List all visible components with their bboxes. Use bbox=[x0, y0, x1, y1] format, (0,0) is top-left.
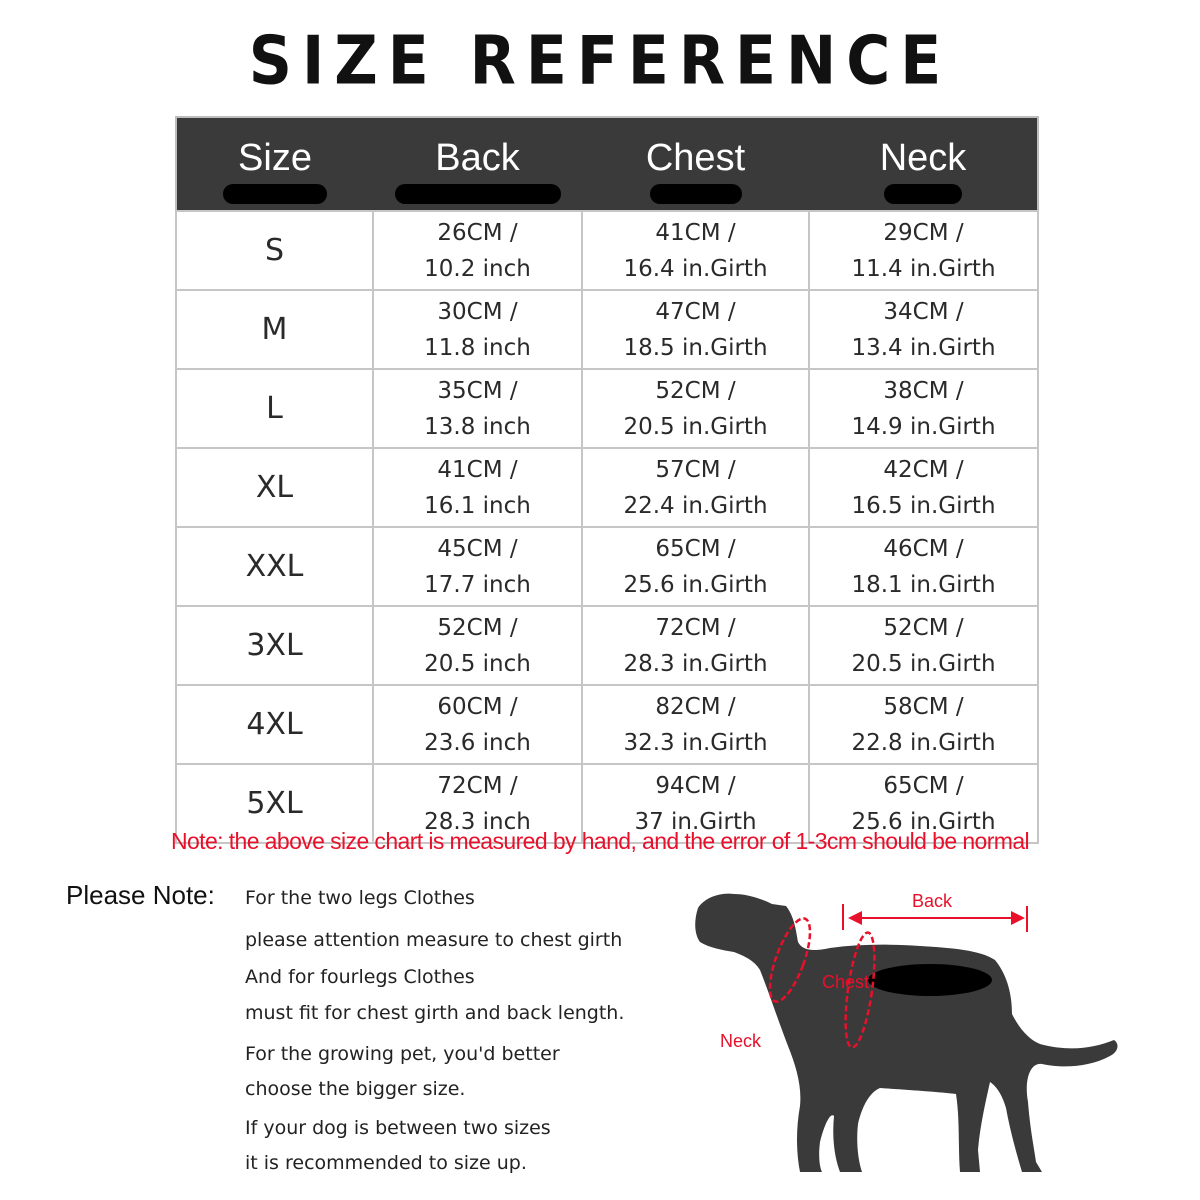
neck-value-line: 42CM / bbox=[883, 456, 964, 483]
size-cell: 3XL bbox=[176, 606, 373, 685]
back-cell bbox=[373, 448, 582, 527]
back-value-line: 13.8 inch bbox=[424, 413, 531, 440]
neck-label: Neck bbox=[720, 1031, 762, 1051]
note-line: please attention measure to chest girth bbox=[245, 929, 623, 951]
header-neck: Neck bbox=[809, 117, 1038, 211]
redaction-mark bbox=[868, 964, 992, 996]
chest-value-line: 18.5 in.Girth bbox=[623, 334, 768, 361]
neck-value-line: 34CM / bbox=[883, 298, 964, 325]
please-note-label: Please Note: bbox=[66, 880, 215, 910]
neck-value-line: 46CM / bbox=[883, 535, 964, 562]
back-value-line: 52CM / bbox=[437, 614, 518, 641]
chest-value-line: 41CM / bbox=[655, 219, 736, 246]
neck-cell bbox=[809, 606, 1038, 685]
chest-cell bbox=[582, 685, 809, 764]
redaction-mark bbox=[395, 184, 561, 204]
back-value-line: 16.1 inch bbox=[424, 492, 531, 519]
neck-value-line: 52CM / bbox=[883, 614, 964, 641]
neck-cell bbox=[809, 685, 1038, 764]
chest-cell bbox=[582, 369, 809, 448]
table-row bbox=[176, 527, 1038, 606]
size-cell: XL bbox=[176, 448, 373, 527]
chest-value-line: 20.5 in.Girth bbox=[623, 413, 768, 440]
chest-value-line: 37 in.Girth bbox=[634, 808, 757, 835]
back-cell bbox=[373, 685, 582, 764]
measurement-note: Note: the above size chart is measured by hand, and the error of 1-3cm should be normal bbox=[170, 828, 1030, 854]
neck-cell bbox=[809, 448, 1038, 527]
header-back: Back bbox=[373, 117, 582, 211]
size-cell: L bbox=[176, 369, 373, 448]
redaction-mark bbox=[650, 184, 742, 204]
chest-label: Chest bbox=[822, 972, 870, 992]
note-line: For the growing pet, you'd better bbox=[245, 1043, 560, 1065]
back-value-line: 17.7 inch bbox=[424, 571, 531, 598]
chest-value-line: 25.6 in.Girth bbox=[623, 571, 768, 598]
size-cell: S bbox=[176, 211, 373, 290]
size-cell: 5XL bbox=[176, 764, 373, 843]
neck-value-line: 22.8 in.Girth bbox=[851, 729, 996, 756]
note-line: And for fourlegs Clothes bbox=[245, 966, 475, 988]
size-cell: 4XL bbox=[176, 685, 373, 764]
table-row bbox=[176, 290, 1038, 369]
size-cell: M bbox=[176, 290, 373, 369]
chest-cell bbox=[582, 606, 809, 685]
back-value-line: 41CM / bbox=[437, 456, 518, 483]
back-cell bbox=[373, 369, 582, 448]
back-value-line: 26CM / bbox=[437, 219, 518, 246]
chest-value-line: 82CM / bbox=[655, 693, 736, 720]
chest-value-line: 16.4 in.Girth bbox=[623, 255, 768, 282]
back-value-line: 23.6 inch bbox=[424, 729, 531, 756]
back-cell bbox=[373, 527, 582, 606]
note-line: If your dog is between two sizes bbox=[245, 1117, 551, 1139]
neck-value-line: 11.4 in.Girth bbox=[851, 255, 996, 282]
table-row bbox=[176, 448, 1038, 527]
table-row bbox=[176, 369, 1038, 448]
size-chart-body bbox=[176, 211, 1038, 843]
back-value-line: 35CM / bbox=[437, 377, 518, 404]
note-line: For the two legs Clothes bbox=[245, 887, 475, 909]
back-value-line: 45CM / bbox=[437, 535, 518, 562]
chest-cell bbox=[582, 527, 809, 606]
chest-cell bbox=[582, 448, 809, 527]
neck-value-line: 65CM / bbox=[883, 772, 964, 799]
chest-value-line: 57CM / bbox=[655, 456, 736, 483]
note-line: choose the bigger size. bbox=[245, 1078, 466, 1100]
back-cell bbox=[373, 290, 582, 369]
back-value-line: 72CM / bbox=[437, 772, 518, 799]
back-value-line: 60CM / bbox=[437, 693, 518, 720]
neck-cell bbox=[809, 527, 1038, 606]
neck-value-line: 13.4 in.Girth bbox=[851, 334, 996, 361]
header-chest: Chest bbox=[582, 117, 809, 211]
chest-value-line: 22.4 in.Girth bbox=[623, 492, 768, 519]
back-value-line: 11.8 inch bbox=[424, 334, 531, 361]
chest-value-line: 47CM / bbox=[655, 298, 736, 325]
chest-value-line: 52CM / bbox=[655, 377, 736, 404]
back-value-line: 30CM / bbox=[437, 298, 518, 325]
neck-cell bbox=[809, 211, 1038, 290]
neck-value-line: 25.6 in.Girth bbox=[851, 808, 996, 835]
header-size: Size bbox=[176, 117, 373, 211]
redaction-mark bbox=[223, 184, 327, 204]
back-value-line: 28.3 inch bbox=[424, 808, 531, 835]
chest-cell bbox=[582, 290, 809, 369]
table-row bbox=[176, 606, 1038, 685]
chest-value-line: 94CM / bbox=[655, 772, 736, 799]
chest-value-line: 65CM / bbox=[655, 535, 736, 562]
chest-value-line: 32.3 in.Girth bbox=[623, 729, 768, 756]
chest-value-line: 28.3 in.Girth bbox=[623, 650, 768, 677]
back-label: Back bbox=[912, 891, 953, 911]
note-line: it is recommended to size up. bbox=[245, 1152, 527, 1174]
chest-value-line: 72CM / bbox=[655, 614, 736, 641]
page-title: SIZE REFERENCE bbox=[248, 22, 952, 101]
neck-cell bbox=[809, 369, 1038, 448]
back-cell bbox=[373, 606, 582, 685]
neck-value-line: 58CM / bbox=[883, 693, 964, 720]
table-row bbox=[176, 211, 1038, 290]
size-cell: XXL bbox=[176, 527, 373, 606]
back-value-line: 10.2 inch bbox=[424, 255, 531, 282]
neck-value-line: 14.9 in.Girth bbox=[851, 413, 996, 440]
table-row bbox=[176, 685, 1038, 764]
chest-cell bbox=[582, 211, 809, 290]
back-value-line: 20.5 inch bbox=[424, 650, 531, 677]
redaction-mark bbox=[884, 184, 962, 204]
size-chart-table bbox=[175, 116, 1039, 844]
neck-value-line: 38CM / bbox=[883, 377, 964, 404]
note-line: must fit for chest girth and back length. bbox=[245, 1002, 625, 1024]
neck-value-line: 29CM / bbox=[883, 219, 964, 246]
back-cell bbox=[373, 211, 582, 290]
neck-value-line: 16.5 in.Girth bbox=[851, 492, 996, 519]
neck-cell bbox=[809, 290, 1038, 369]
dog-measurement-diagram bbox=[690, 880, 1130, 1180]
neck-value-line: 20.5 in.Girth bbox=[851, 650, 996, 677]
neck-value-line: 18.1 in.Girth bbox=[851, 571, 996, 598]
table-header-row bbox=[176, 117, 1038, 211]
dog-diagram-svg bbox=[690, 880, 1130, 1180]
